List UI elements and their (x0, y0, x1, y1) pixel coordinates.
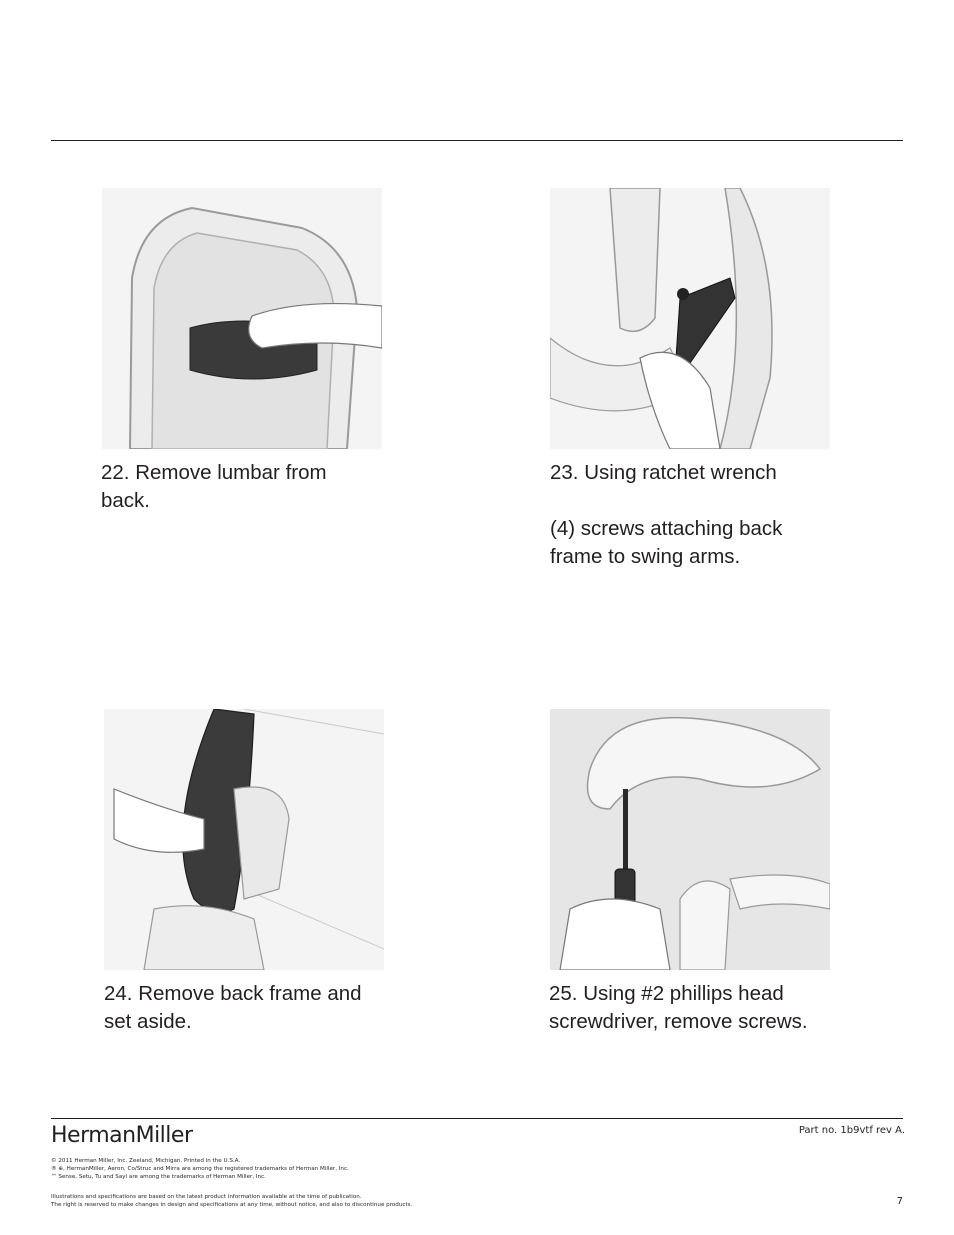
footer-rule (51, 1118, 903, 1119)
page-number: 7 (896, 1196, 903, 1207)
step-25-line-2: screwdriver, remove screws. (549, 1010, 808, 1033)
illustration-phillips-screwdriver (550, 709, 830, 970)
legal-line-3: ™ Sense, Setu, Tu and Sayl are among the trademarks of Herman Miller, Inc. (51, 1174, 266, 1180)
step-22-line-2: back. (101, 489, 150, 512)
step-23-line-3: (4) screws attaching back (550, 517, 783, 540)
part-number: Part no. 1b9vtf rev A. (798, 1125, 905, 1136)
illustration-remove-lumbar (102, 188, 382, 449)
step-22-line-1: 22. Remove lumbar from (101, 461, 327, 484)
step-23-caption (550, 459, 860, 571)
header-rule (51, 140, 903, 141)
step-23-line-4: frame to swing arms. (550, 545, 741, 568)
step-22-caption (101, 459, 411, 515)
legal-line-4: Illustrations and specifications are based on the latest product information available at the time of publication. (51, 1194, 362, 1200)
step-25-line-1: 25. Using #2 phillips head (549, 982, 784, 1005)
brand-logo: HermanMiller (51, 1123, 193, 1148)
legal-disclaimer (51, 1193, 412, 1209)
legal-line-2: ® ⊕, HermanMiller, Aeron, Co/Struc and Mirra are among the registered trademarks of Herman Miller, Inc. (51, 1166, 349, 1172)
illustration-remove-back-frame (104, 709, 384, 970)
illustration-ratchet-wrench (550, 188, 830, 449)
legal-line-1: © 2011 Herman Miller, Inc. Zeeland, Michigan. Printed in the U.S.A. (51, 1158, 241, 1164)
legal-line-5: The right is reserved to make changes in design and specifications at any time, without notice, and also to discontinue products. (51, 1202, 413, 1208)
step-23-line-1: 23. Using ratchet wrench (550, 461, 777, 484)
step-23-line-spacer (550, 487, 860, 515)
step-25-caption (549, 980, 859, 1036)
step-24-line-1: 24. Remove back frame and (104, 982, 362, 1005)
legal-copyright (51, 1157, 349, 1181)
step-24-line-2: set aside. (104, 1010, 192, 1033)
step-24-caption (104, 980, 414, 1036)
